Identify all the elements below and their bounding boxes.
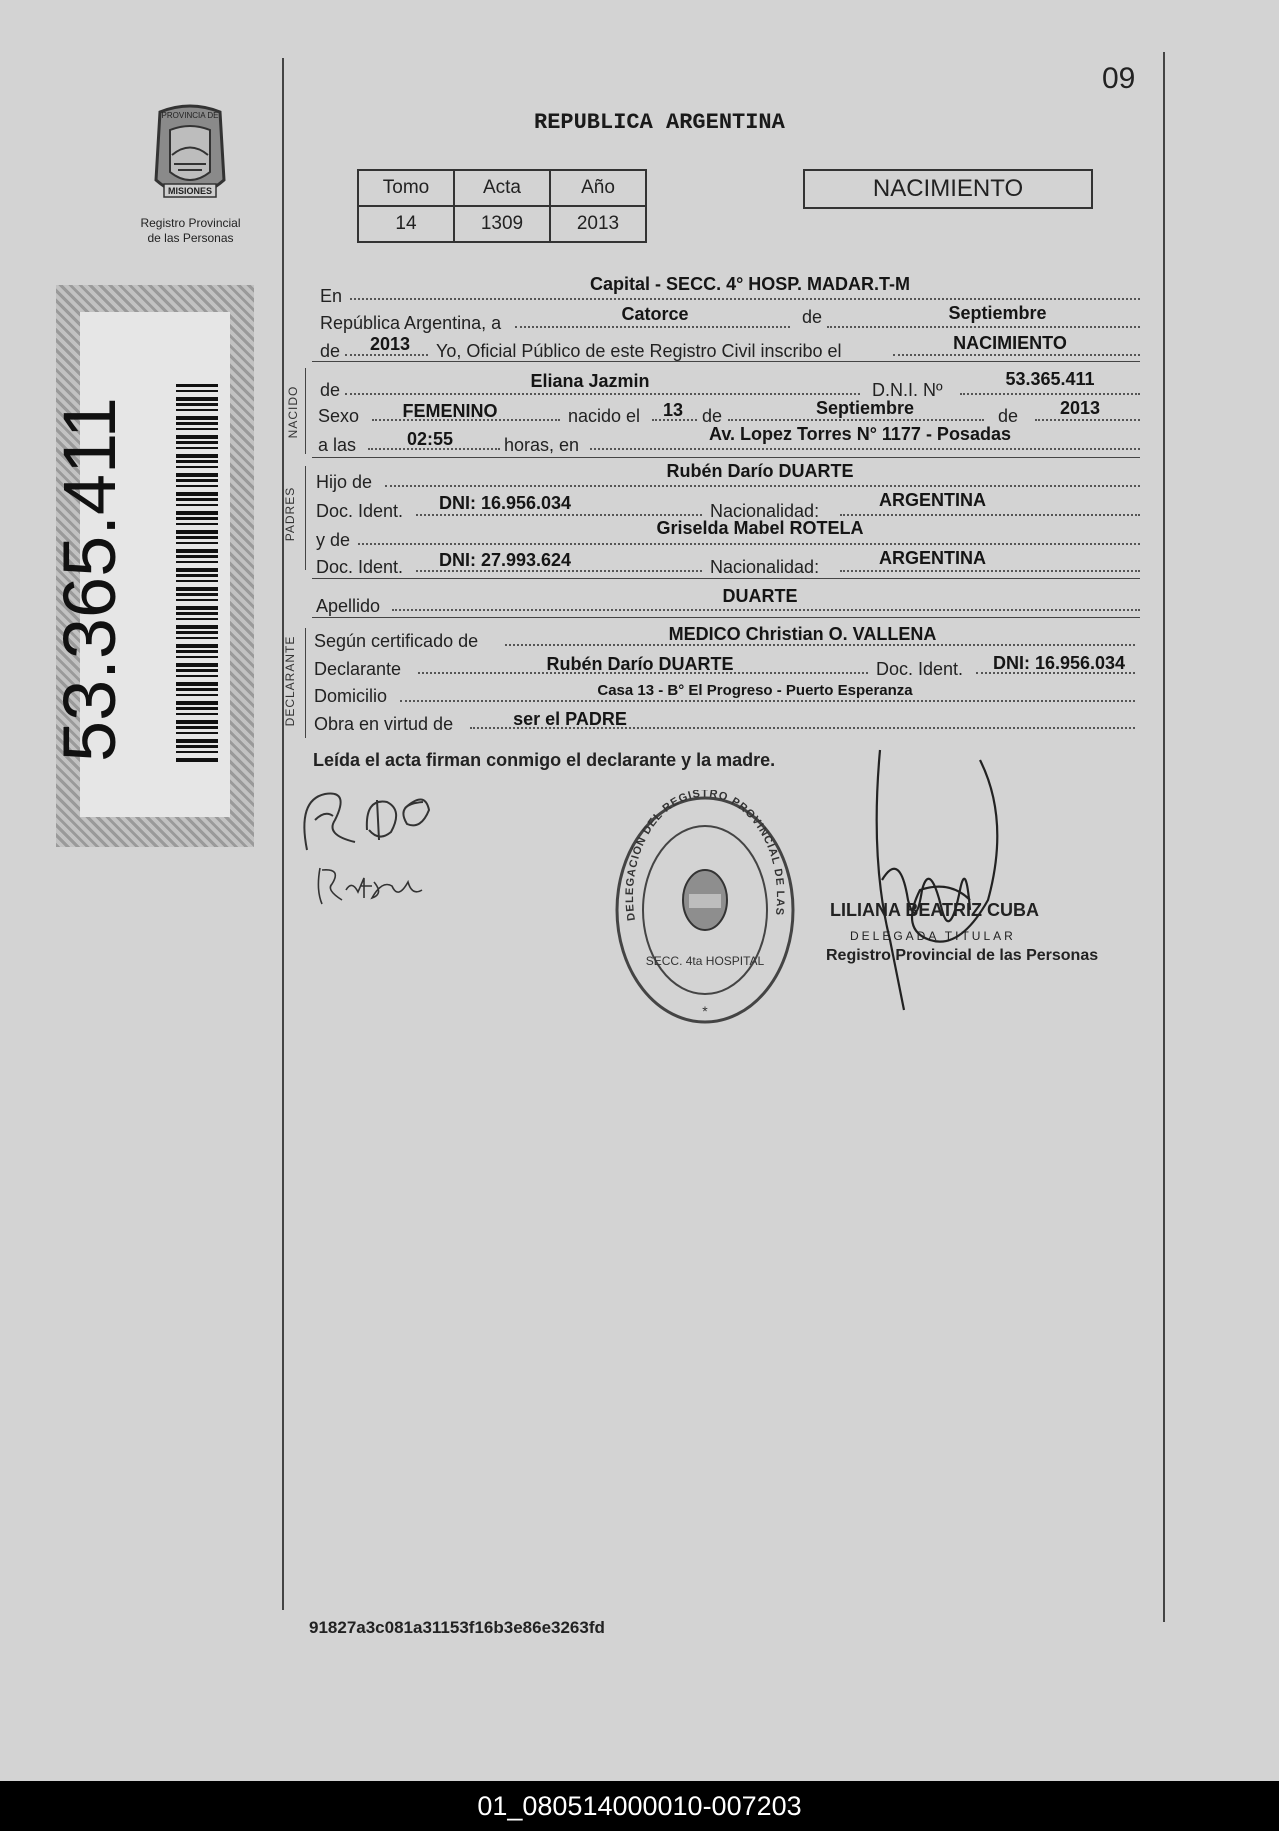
tomo-value: 14 [358, 206, 454, 242]
registry-place: Capital - SECC. 4° HOSP. MADAR.T-M [590, 274, 910, 294]
fill-line [893, 354, 1140, 356]
certificate-issuer: MEDICO Christian O. VALLENA [668, 624, 937, 644]
de-label-2: de [320, 341, 341, 361]
obra-value: ser el PADRE [513, 709, 627, 729]
id-barcode-strip [48, 285, 254, 847]
day-in-words: Catorce [621, 304, 689, 324]
page-number: 09 [1102, 62, 1136, 95]
de-label: de [802, 307, 823, 327]
declarante-doc: DNI: 16.956.034 [992, 653, 1126, 673]
mother-name: Griselda Mabel ROTELA [656, 518, 864, 538]
logo-line-2: de las Personas [147, 231, 234, 245]
fill-line [1035, 419, 1140, 421]
section-divider [312, 457, 1140, 458]
acta-value: 1309 [454, 206, 550, 242]
father-doc-label: Doc. Ident. [316, 501, 404, 521]
horas-en-label: horas, en [504, 435, 580, 455]
sexo-value: FEMENINO [402, 401, 498, 421]
fill-line [505, 644, 1135, 646]
mother-signature [312, 860, 432, 910]
svg-text:*: * [702, 1003, 708, 1019]
republica-label: República Argentina, a [320, 313, 502, 333]
nacido-de-label: de [320, 380, 341, 400]
month: Septiembre [948, 303, 1047, 323]
nacido-de-label-3: de [998, 406, 1019, 426]
seal-top-text: PROVINCIA DE [161, 111, 219, 120]
fill-line [350, 298, 1140, 300]
barcode-icon [176, 384, 218, 762]
father-nationality-label: Nacionalidad: [710, 501, 820, 521]
fill-line [840, 514, 1140, 516]
section-bracket [305, 466, 306, 570]
declarante-section-label: DECLARANTE [283, 635, 297, 727]
mother-nationality: ARGENTINA [879, 548, 986, 568]
domicilio-value: Casa 13 - B° El Progreso - Puerto Esperanza [597, 682, 913, 699]
birth-day: 13 [662, 400, 684, 420]
child-dni: 53.365.411 [1005, 369, 1095, 389]
closing-statement: Leída el acta firman conmigo el declarante y la madre. [313, 750, 776, 770]
anio-label: Año [550, 170, 646, 206]
hijo-de-label: Hijo de [316, 472, 373, 492]
section-divider [312, 361, 1140, 362]
inscribo-label: Yo, Oficial Público de este Registro Civil inscribo el [436, 341, 842, 361]
apellido-value: DUARTE [722, 586, 798, 606]
nacido-de-label-2: de [702, 406, 723, 426]
fill-line [960, 393, 1140, 395]
provincial-seal-logo [140, 100, 240, 215]
section-divider [312, 578, 1140, 579]
declarante-doc-label: Doc. Ident. [876, 659, 964, 679]
fill-line [358, 543, 1140, 545]
obra-label: Obra en virtud de [314, 714, 454, 734]
section-divider [312, 617, 1140, 618]
tomo-label: Tomo [358, 170, 454, 206]
father-doc: DNI: 16.956.034 [438, 493, 572, 513]
official-office: Registro Provincial de las Personas [826, 947, 1099, 964]
birth-month: Septiembre [815, 398, 915, 418]
y-de-label: y de [316, 530, 351, 550]
id-barcode-panel [48, 312, 230, 817]
birth-place: Av. Lopez Torres N° 1177 - Posadas [709, 424, 1011, 444]
dni-label: D.N.I. Nº [872, 380, 943, 400]
domicilio-label: Domicilio [314, 686, 388, 706]
left-frame-line [282, 58, 284, 1610]
tomo-acta-anio-table [357, 169, 647, 243]
acta-label: Acta [454, 170, 550, 206]
fill-line [416, 570, 702, 572]
official-signature [860, 740, 1020, 1020]
document-hash: 91827a3c081a31153f16b3e86e3263fd [309, 1618, 605, 1637]
seal-bottom-text: MISIONES [167, 186, 213, 196]
acta-kind: NACIMIENTO [953, 333, 1067, 353]
mother-doc-label: Doc. Ident. [316, 557, 404, 577]
father-nationality: ARGENTINA [879, 490, 986, 510]
fill-line [840, 570, 1140, 572]
official-title: DELEGADA TITULAR [850, 929, 1016, 943]
declarante-name: Rubén Darío DUARTE [546, 654, 734, 674]
fill-line [515, 326, 790, 328]
fill-line [385, 485, 1140, 487]
stamp-outer-text: DELEGACIÓN DEL REGISTRO PROVINCIAL DE LAS [623, 790, 787, 922]
certificado-label: Según certificado de [314, 631, 479, 651]
sexo-label: Sexo [318, 406, 360, 426]
fill-line [345, 393, 860, 395]
mother-nationality-label: Nacionalidad: [710, 557, 820, 577]
section-bracket [305, 368, 306, 454]
country-title: REPUBLICA ARGENTINA [534, 110, 785, 135]
fill-line [345, 354, 428, 356]
birth-year: 2013 [1059, 398, 1101, 418]
child-first-name: Eliana Jazmin [530, 371, 650, 391]
fill-line [392, 609, 1140, 611]
fill-line [590, 448, 1140, 450]
nacido-el-label: nacido el [568, 406, 641, 426]
padres-section-label: PADRES [283, 486, 297, 542]
acta-type-box: NACIMIENTO [803, 169, 1093, 209]
year: 2013 [369, 334, 411, 354]
stamp-inner-text: SECC. 4ta HOSPITAL [645, 954, 765, 968]
footer-image-id: 01_080514000010-007203 [477, 1791, 802, 1821]
declarante-label: Declarante [314, 659, 402, 679]
footer-bar [0, 1781, 1279, 1831]
logo-line-1: Registro Provincial [140, 216, 241, 230]
official-name: LILIANA BEATRIZ CUBA [830, 900, 1039, 920]
section-bracket [305, 628, 306, 738]
father-name: Rubén Darío DUARTE [666, 461, 854, 481]
fill-line [827, 326, 1140, 328]
en-label: En [320, 286, 343, 306]
anio-value: 2013 [550, 206, 646, 242]
birth-hour: 02:55 [406, 429, 454, 449]
nacido-section-label: NACIDO [286, 385, 300, 439]
fill-line [728, 419, 984, 421]
mother-doc: DNI: 27.993.624 [438, 550, 572, 570]
fill-line [416, 514, 702, 516]
vertical-id-number: 53.365.411 [48, 397, 131, 762]
apellido-label: Apellido [316, 596, 381, 616]
a-las-label: a las [318, 435, 357, 455]
right-frame-line [1163, 52, 1165, 1622]
registry-stamp [605, 790, 805, 1030]
